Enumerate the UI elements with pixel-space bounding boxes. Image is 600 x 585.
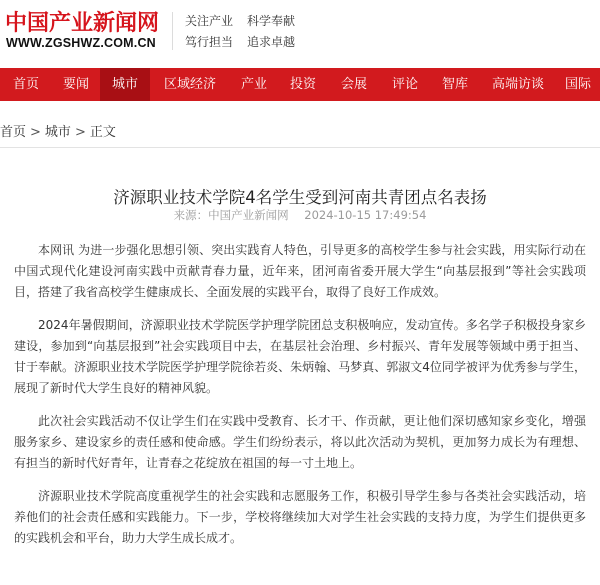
breadcrumb-section[interactable]: 城市	[44, 125, 71, 140]
nav-item-international[interactable]: 国际	[564, 77, 591, 92]
nav-item-news[interactable]: 要闻	[62, 77, 89, 92]
nav-item-regional-economy[interactable]: 区域经济	[163, 77, 216, 92]
article-datetime: 2024-10-15 17:49:54	[304, 208, 427, 222]
article-title: 济源职业技术学院4名学生受到河南共青团点名表扬	[113, 188, 487, 208]
nav-item-home[interactable]: 首页	[12, 77, 39, 92]
nav-item-exhibition[interactable]: 会展	[340, 77, 367, 92]
article-body	[14, 240, 586, 561]
nav-item-interviews[interactable]: 高端访谈	[491, 77, 544, 92]
site-header	[0, 0, 600, 68]
slogan-4: 追求卓越	[247, 35, 296, 49]
slogan-1: 关注产业	[185, 14, 234, 28]
slogan-2: 科学奉献	[247, 14, 296, 28]
article-paragraph: 本网讯 为进一步强化思想引领、突出实践育人特色，引导更多的高校学生参与社会实践，用实际行动在中国式现代化建设河南实践中贡献青春力量，近年来，团河南省委开展大学生“向基层报到”等社会实践项目，搭建了我省高校学生健康成长、全面发展的实践平台，取得了良好工作成效。	[14, 243, 586, 299]
site-logo[interactable]: 中国产业新闻网	[5, 11, 160, 36]
article-source: 来源：中国产业新闻网	[173, 208, 289, 222]
nav-item-industry[interactable]: 产业	[240, 77, 267, 92]
article-meta	[0, 207, 600, 223]
site-url[interactable]: WWW.ZGSHWZ.COM.CN	[6, 36, 156, 50]
slogan-3: 笃行担当	[185, 35, 234, 49]
nav-item-investment[interactable]: 投资	[289, 77, 316, 92]
nav-item-city[interactable]: 城市	[100, 68, 150, 101]
main-nav	[0, 68, 600, 101]
breadcrumb-current: 正文	[89, 125, 116, 140]
nav-item-think-tank[interactable]: 智库	[441, 77, 468, 92]
header-divider	[172, 12, 173, 50]
breadcrumb-separator: >	[30, 125, 41, 140]
breadcrumb	[0, 121, 116, 140]
nav-item-commentary[interactable]: 评论	[391, 77, 418, 92]
article-paragraph: 济源职业技术学院高度重视学生的社会实践和志愿服务工作，积极引导学生参与各类社会实践活动，培养他们的社会责任感和实践能力。下一步，学校将继续加大对学生社会实践的支持力度，为学生们提供更多的实践机会和平台，助力大学生成长成才。	[14, 489, 586, 545]
breadcrumb-separator: >	[74, 125, 86, 140]
breadcrumb-home[interactable]: 首页	[0, 125, 27, 140]
article-paragraph: 2024年暑假期间，济源职业技术学院医学护理学院团总支积极响应，发动宣传。多名学子积极投身家乡建设，参加到“向基层报到”社会实践项目中去，在基层社会治理、乡村振兴、青年发展等领域中勇于担当、甘于奉献。济源职业技术学院医学护理学院徐若炎、朱炳翰、马梦真、郭淑文4位同学被评为优秀参与学生，展现了新时代大学生良好的精神风貌。	[14, 318, 586, 395]
breadcrumb-divider	[0, 147, 600, 148]
article-paragraph: 此次社会实践活动不仅让学生们在实践中受教育、长才干、作贡献，更让他们深切感知家乡变化，增强服务家乡、建设家乡的责任感和使命感。学生们纷纷表示，将以此次活动为契机，更加努力成长为有理想、有担当的新时代好青年，让青春之花绽放在祖国的每一寸土地上。	[14, 414, 586, 470]
